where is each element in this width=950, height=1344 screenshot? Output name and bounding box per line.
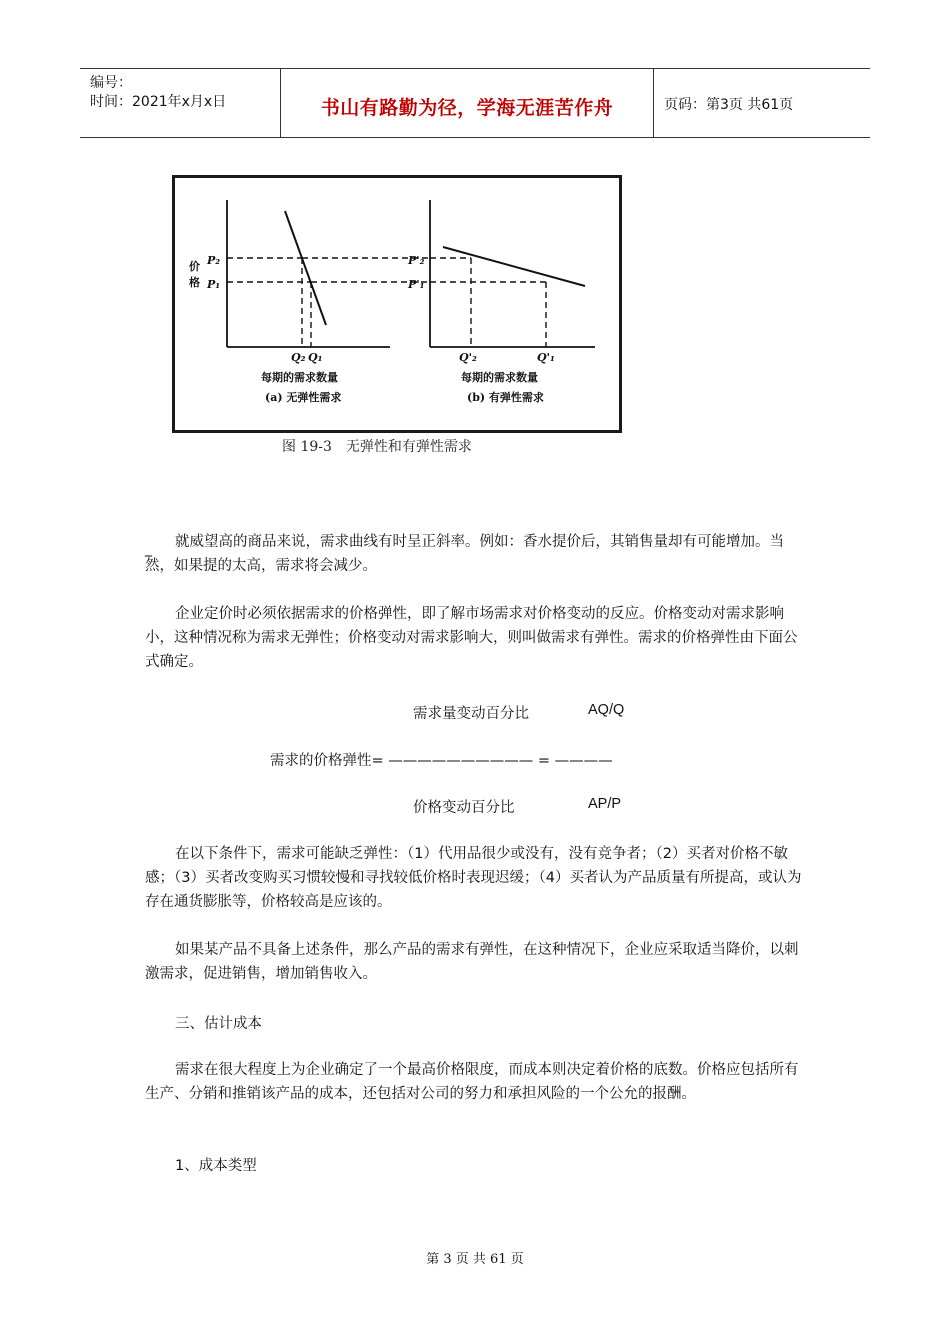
document-time-label: 时间：2021年x月x日	[90, 94, 227, 110]
demand-elasticity-figure	[172, 175, 622, 433]
panel-a-demand-curve	[285, 211, 326, 325]
panel-b-q1-label: Q'₁	[537, 351, 555, 364]
paragraph-elastic-demand: 如果某产品不具备上述条件，那么产品的需求有弹性，在这种情况下，企业应采取适当降价，以刺激需求，促进销售，增加销售收入。	[145, 942, 799, 982]
panel-b-caption: (b) 有弹性需求	[467, 391, 544, 404]
panel-a-caption: (a) 无弹性需求	[265, 391, 342, 404]
page-footer: 第 3 页 共 61 页	[426, 1252, 524, 1267]
panel-a-p1-label: P₁	[207, 278, 221, 291]
section-heading-estimate-cost: 三、估计成本	[175, 1016, 262, 1032]
header-motto: 书山有路勤为径，学海无涯苦作舟	[320, 97, 614, 119]
figure-drawing	[175, 178, 619, 430]
panel-a-q1-label: Q₁	[308, 351, 323, 364]
formula-denominator-label: 价格变动百分比	[413, 800, 515, 816]
document-number-label: 编号：	[90, 75, 132, 91]
figure-caption-title: 无弹性和有弹性需求	[345, 439, 472, 455]
panel-a-x-axis-label: 每期的需求数量	[261, 371, 338, 384]
panel-b-p1-label: P'₁	[408, 278, 425, 291]
formula-numerator-symbol: AQ/Q	[588, 702, 625, 718]
paragraph-cost-floor: 需求在很大程度上为企业确定了一个最高价格限度，而成本则决定着价格的底数。价格应包括所有生产、分销和推销该产品的成本，还包括对公司的努力和承担风险的一个公允的报酬。	[145, 1062, 799, 1102]
header-motto-cell	[281, 69, 654, 137]
panel-b-q2-label: Q'₂	[459, 351, 477, 364]
formula-numerator-label: 需求量变动百分比	[413, 706, 529, 722]
header-meta-cell	[80, 69, 281, 137]
figure-caption	[282, 436, 486, 456]
formula-main-line: 需求的价格弹性= —————————— = ————	[270, 753, 613, 769]
panel-a-q2-label: Q₂	[291, 351, 306, 364]
panel-b-p2-label: P'₂	[408, 254, 425, 267]
formula-denominator-symbol: AP/P	[588, 796, 622, 812]
panel-b-demand-curve	[443, 247, 585, 286]
y-axis-label-bottom: 格	[189, 276, 200, 289]
panel-b-x-axis-label: 每期的需求数量	[461, 371, 538, 384]
panel-a-p2-label: P₂	[207, 254, 221, 267]
header-page-info: 页码：第3页 共61页	[664, 97, 794, 113]
document-header	[80, 68, 870, 138]
subheading-cost-types: 1、成本类型	[175, 1158, 257, 1174]
paragraph-inelastic-conditions: 在以下条件下，需求可能缺乏弹性：（1）代用品很少或没有，没有竞争者；（2）买者对价格不敏感；（3）买者改变购买习惯较慢和寻找较低价格时表现迟缓；（4）买者认为产品质量有所提高，或认为存在通货膨胀等，价格较高是应该的。	[145, 846, 802, 910]
paragraph-prestige-goods: 就威望高的商品来说，需求曲线有时呈正斜率。例如：香水提价后，其销售量却有可能增加。当然，如果提的太高，需求将会减少。	[145, 534, 784, 574]
underscore-mark: _	[145, 541, 152, 557]
figure-caption-number: 图 19-3	[282, 439, 332, 455]
y-axis-label-top: 价	[189, 260, 200, 273]
paragraph-price-elasticity: 企业定价时必须依据需求的价格弹性，即了解市场需求对价格变动的反应。价格变动对需求影响小，这种情况称为需求无弹性；价格变动对需求影响大，则叫做需求有弹性。需求的价格弹性由下面公式确定。	[145, 606, 798, 670]
header-page-cell	[654, 69, 870, 137]
